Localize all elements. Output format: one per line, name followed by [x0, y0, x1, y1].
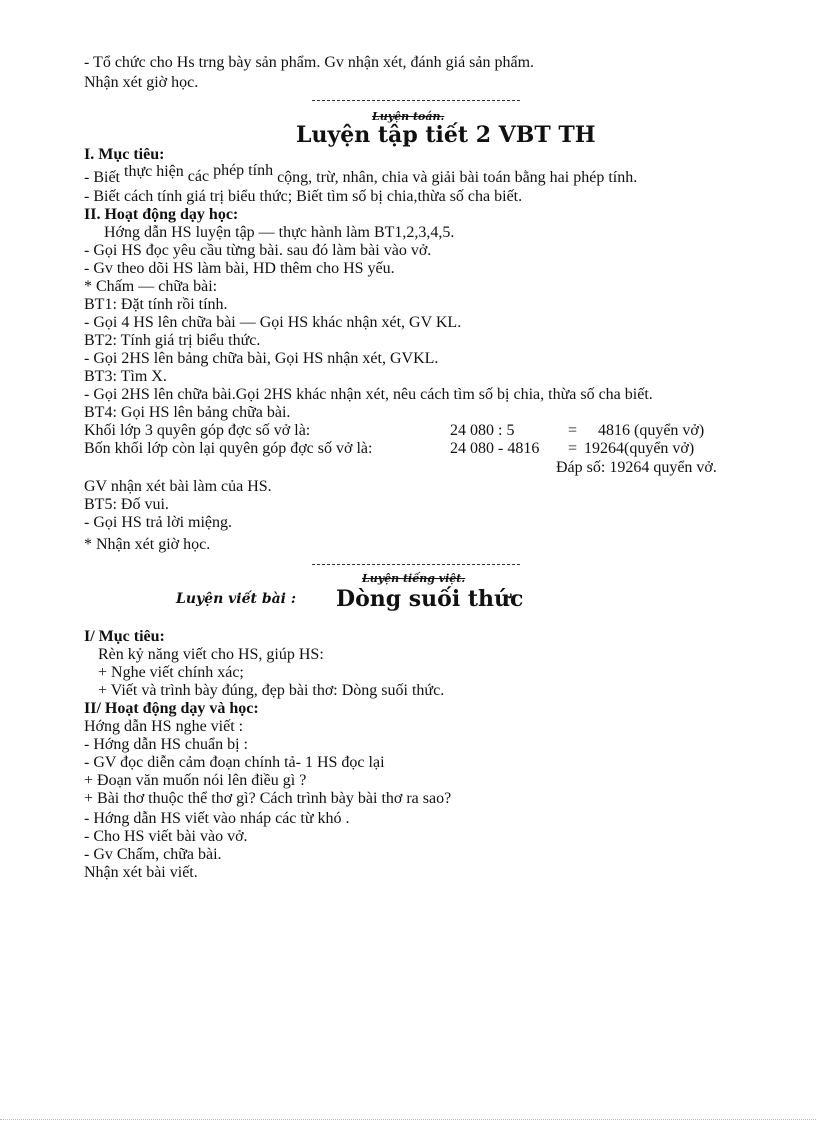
text-line: - Cho HS viết bài vào vở. [84, 828, 248, 845]
text-line: - Gọi HS trả lời miệng. [84, 514, 232, 531]
separator-line [312, 564, 520, 565]
lesson-label: Luyện viết bài : [176, 591, 297, 607]
text-line: Nhận xét giờ học. [84, 74, 199, 91]
text-line: - Hớng dẫn HS chuẩn bị : [84, 736, 248, 753]
text-line: - Gọi 2HS lên chữa bài.Gọi 2HS khác nhận xét, nêu cách tìm số bị chia, thừa số cha biết. [84, 386, 653, 403]
text-line: + Nghe viết chính xác; [98, 664, 244, 681]
text-line: BT3: Tìm X. [84, 368, 167, 385]
section-heading: I. Mục tiêu: [84, 146, 165, 163]
text-line: - Gọi 2HS lên bảng chữa bài, Gọi HS nhận xét, GVKL. [84, 350, 439, 367]
text-line: + Bài thơ thuộc thể thơ gì? Cách trình bày bài thơ ra sao? [84, 790, 452, 807]
text-line: Rèn kỷ năng viết cho HS, giúp HS: [98, 646, 324, 663]
text-line: - Gọi HS đọc yêu cầu từng bài. sau đó làm bài vào vở. [84, 242, 432, 259]
text-fragment: cộng, trừ, nhân, chia và giải bài toán bằng hai phép tính. [277, 169, 638, 186]
section-heading: II/ Hoạt động dạy và học: [84, 700, 259, 717]
lesson-title: Luyện tập tiết 2 VBT TH [296, 122, 596, 148]
text-line: - Tổ chức cho Hs trng bày sản phẩm. Gv nhận xét, đánh giá sản phẩm. [84, 54, 535, 71]
text-line: - Gọi 4 HS lên chữa bài — Gọi HS khác nhận xét, GV KL. [84, 314, 462, 331]
text-fragment: thực hiện [124, 163, 184, 180]
text-line: - Gv theo dõi HS làm bài, HD thêm cho HS yếu. [84, 260, 395, 277]
section-heading: I/ Mục tiêu: [84, 628, 165, 645]
text-line: Hớng dẫn HS nghe viết : [84, 718, 244, 735]
text-line: Nhận xét bài viết. [84, 864, 198, 881]
text-line: Hớng dẫn HS luyện tập — thực hành làm BT1,2,3,4,5. [104, 224, 455, 241]
calc-expression: 24 080 - 4816 [450, 440, 540, 457]
text-line: BT1: Đặt tính rồi tính. [84, 296, 228, 313]
text-line: BT5: Đố vui. [84, 496, 169, 513]
text-line: BT2: Tính giá trị biểu thức. [84, 332, 261, 349]
subject-heading: Luyện tiếng việt. [362, 572, 466, 585]
calc-label: Bốn khối lớp còn lại quyên góp đợc số vở là: [84, 440, 373, 457]
answer-line: Đáp số: 19264 quyển vở. [556, 459, 717, 476]
calc-result: 19264(quyển vở) [584, 440, 695, 457]
objective-line [84, 162, 638, 186]
text-line: GV nhận xét bài làm của HS. [84, 478, 272, 495]
calc-equals: = [568, 422, 578, 439]
text-fragment: các [187, 168, 210, 185]
page-edge-rule [0, 1119, 816, 1120]
calc-expression: 24 080 : 5 [450, 422, 515, 439]
section-heading: II. Hoạt động dạy học: [84, 206, 239, 223]
text-line: - Hớng dẫn HS viết vào nháp các từ khó . [84, 810, 350, 827]
text-line: + Đoạn văn muốn nói lên điều gì ? [84, 772, 307, 789]
text-line: * Chấm — chữa bài: [84, 278, 218, 295]
text-line: * Nhận xét giờ học. [84, 536, 211, 553]
subject-heading: Luyện toán. [372, 110, 445, 123]
text-line: + Viết và trình bày đúng, đẹp bài thơ: Dòng suối thức. [98, 682, 445, 699]
calc-equals: = [568, 440, 578, 457]
text-line: - Gv Chấm, chữa bài. [84, 846, 222, 863]
calc-label: Khối lớp 3 quyên góp đợc số vở là: [84, 422, 311, 439]
text-fragment: - Biết [84, 169, 120, 186]
text-line: BT4: Gọi HS lên bảng chữa bài. [84, 404, 291, 421]
text-fragment: phép tính [213, 162, 274, 179]
objective-line: - Biết cách tính giá trị biểu thức; Biết tìm số bị chia,thừa số cha biết. [84, 188, 523, 205]
separator-line [312, 100, 520, 101]
lesson-title: Dòng suối thức [336, 586, 524, 612]
calc-result: 4816 (quyển vở) [598, 422, 705, 439]
text-line: - GV đọc diễn cảm đoạn chính tả- 1 HS đọc lại [84, 754, 385, 771]
